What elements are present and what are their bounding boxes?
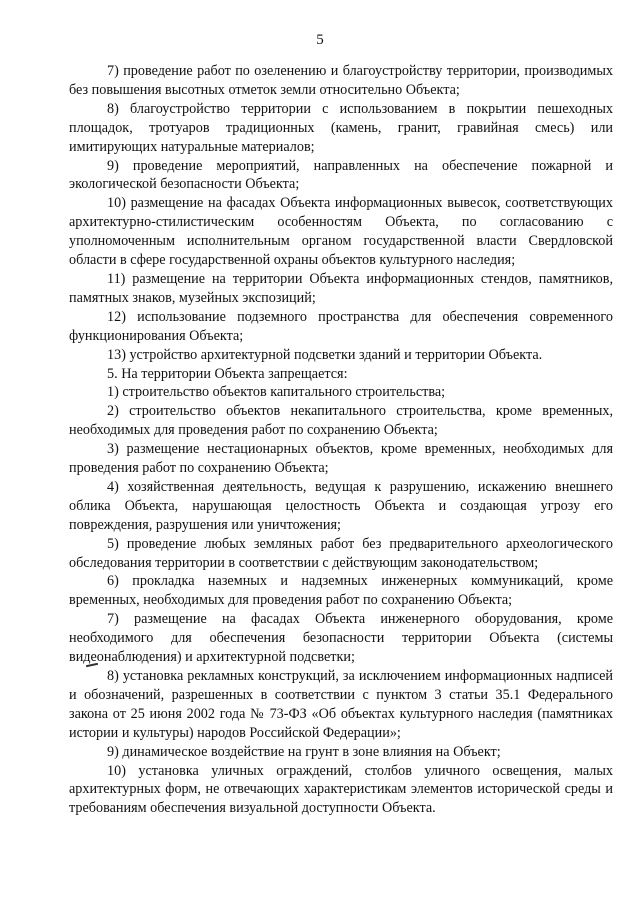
document-body	[69, 62, 613, 818]
paragraph-item: 8) установка рекламных конструкций, за исключением информационных надписей и обозначений, разрешенных в соответствии с пунктом 3 статьи 35.1 Федерального закона от 25 июня 2002 года № 73-ФЗ «Об объектах культурного наследия (памятниках истории и культуры) народов Российской Федерации»;	[69, 668, 613, 741]
paragraph-item: 3) размещение нестационарных объектов, кроме временных, необходимых для проведения работ по сохранению Объекта;	[69, 441, 613, 477]
paragraph-item: 10) размещение на фасадах Объекта информационных вывесок, соответствующих архитектурно-стилистическим особенностям Объекта, по согласованию с уполномоченным исполнительным органом государственной власти Свердловской области в сфере государственной охраны объектов культурного наследия;	[69, 195, 613, 269]
paragraph-item: 7) проведение работ по озеленению и благоустройству территории, производимых без повышения высотных отметок земли относительно Объекта;	[69, 63, 613, 98]
paragraph-item: 12) использование подземного пространства для обеспечения современного функционирования Объекта;	[69, 308, 613, 344]
section-heading: 5. На территории Объекта запрещается:	[107, 365, 348, 382]
paragraph-item: 13) устройство архитектурной подсветки зданий и территории Объекта.	[107, 346, 543, 363]
paragraph-item: 2) строительство объектов некапитального строительства, кроме временных, необходимых для проведения работ по сохранению Объекта;	[69, 403, 613, 439]
paragraph-item: 11) размещение на территории Объекта информационных стендов, памятников, памятных знаков, музейных экспозиций;	[69, 270, 613, 306]
paragraph-item: 5) проведение любых земляных работ без предварительного археологического обследования территории в соответствии с действующим законодательством;	[69, 535, 613, 571]
paragraph-item: 9) проведение мероприятий, направленных на обеспечение пожарной и экологической безопасности Объекта;	[69, 157, 613, 193]
paragraph-item: 8) благоустройство территории с использованием в покрытии пешеходных площадок, тротуаров традиционных (камень, гранит, гравийная смесь) или имитирующих натуральные материалов;	[69, 100, 613, 155]
paragraph-item: 9) динамическое воздействие на грунт в зоне влияния на Объект;	[107, 743, 501, 760]
paragraph-item: 10) установка уличных ограждений, столбов уличного освещения, малых архитектурных форм, не отвечающих характеристикам элементов исторической среды и требованиям обеспечения визуальной доступности Объекта.	[69, 762, 613, 817]
page-number: 5	[316, 32, 324, 48]
paragraph-item: 7) размещение на фасадах Объекта инженерного оборудования, кроме необходимого для обеспечения безопасности территории Объекта (системы видеонаблюдения) и архитектурной подсветки;	[69, 611, 613, 666]
paragraph-item: 4) хозяйственная деятельность, ведущая к разрушению, искажению внешнего облика Объекта, нарушающая целостность Объекта и создающая угрозу его повреждения, разрушения или уничтожения;	[69, 478, 613, 533]
paragraph-item: 6) прокладка наземных и надземных инженерных коммуникаций, кроме временных, необходимых для проведения работ по сохранению Объекта;	[69, 573, 613, 609]
paragraph-item: 1) строительство объектов капитального строительства;	[107, 384, 446, 401]
